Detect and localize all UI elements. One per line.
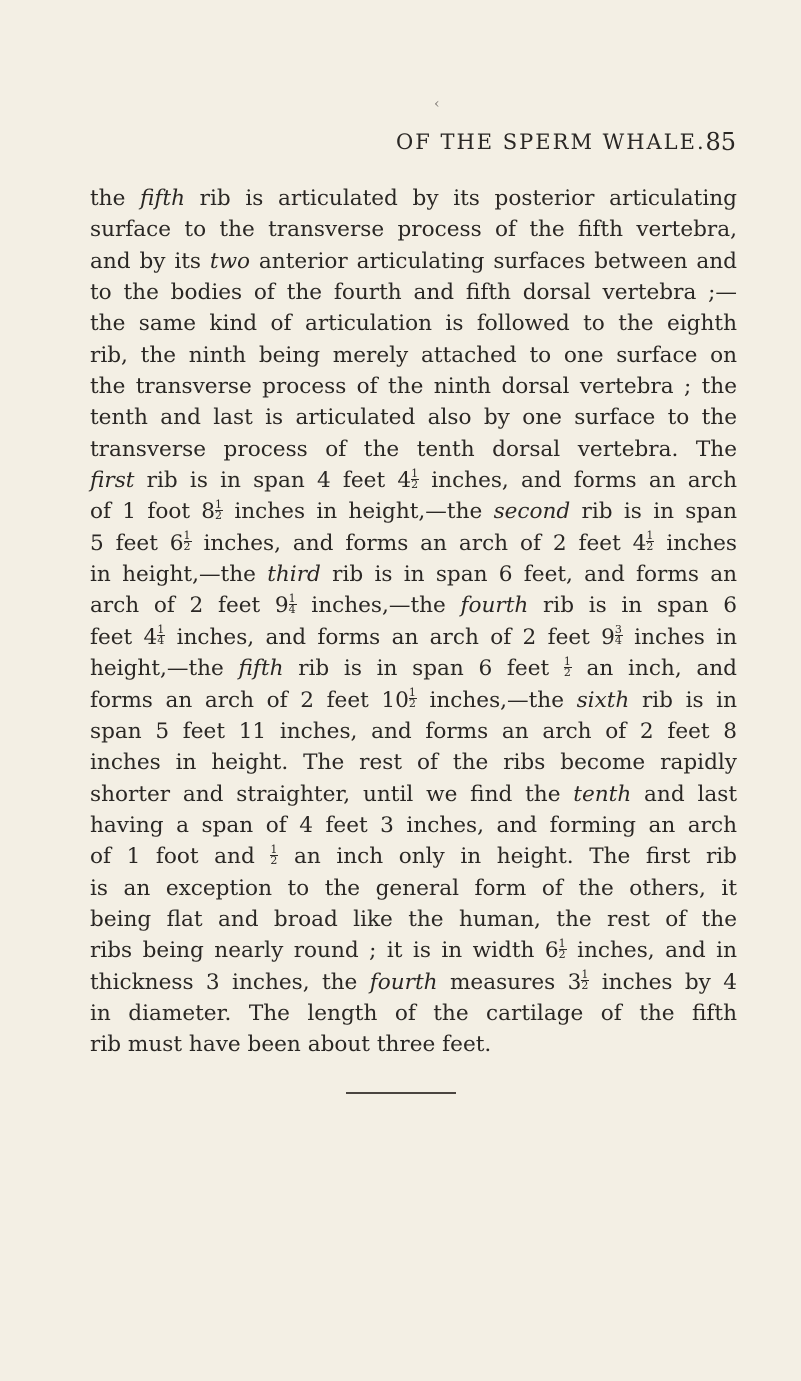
text-line: height,—the fifth rib is in span 6 feet $\frac{1}{2}$ an inch, and	[90, 654, 737, 682]
fraction-half: $\frac{1}{2}$	[411, 466, 419, 491]
fraction-three-quarters: $\frac{3}{4}$	[614, 623, 622, 648]
fraction-quarter: $\frac{1}{4}$	[288, 591, 296, 616]
text-line: having a span of 4 feet 3 inches, and forming an arch	[90, 812, 737, 838]
text-line: the fifth rib is articulated by its posterior articulating	[90, 186, 737, 211]
text-line: span 5 feet 11 inches, and forms an arch of 2 feet 8	[90, 718, 737, 744]
fraction-half: $\frac{1}{2}$	[646, 529, 654, 554]
text-line: first rib is in span 4 feet 4 $\frac{1}{2}$ inches, and forms an arch	[90, 466, 737, 494]
text-line: of 1 foot and $\frac{1}{2}$ an inch only in height. The first rib	[90, 842, 738, 870]
text-line: to the bodies of the fourth and fifth dorsal vertebra ;—	[90, 280, 737, 306]
text-line: feet 4 $\frac{1}{4}$ inches, and forms an arch of 2 feet 9 $\frac{3}{4}$ inches in	[90, 623, 737, 650]
fraction-half: $\frac{1}{2}$	[183, 529, 191, 554]
text-line: transverse process of the tenth dorsal vertebra. The	[90, 436, 737, 462]
running-head	[90, 128, 736, 168]
text-line: and by its two anterior articulating surfaces between and	[90, 248, 738, 274]
text-line: ribs being nearly round ; it is in width 6 $\frac{1}{2}$ inches, and in	[90, 936, 737, 964]
fraction-half: $\frac{1}{2}$	[270, 842, 278, 867]
fraction-half: $\frac{1}{2}$	[581, 968, 589, 993]
text-line: the same kind of articulation is followed to the eighth	[90, 311, 737, 337]
text-line: shorter and straighter, until we find the tenth and last	[90, 781, 737, 807]
running-title: OF THE SPERM WHALE.	[396, 130, 706, 154]
text-line: in diameter. The length of the cartilage of the fifth	[90, 1000, 737, 1026]
text-line: rib must have been about three feet.	[90, 1032, 492, 1058]
text-line: rib, the ninth being merely attached to one surface on	[90, 342, 737, 368]
text-line: forms an arch of 2 feet 10 $\frac{1}{2}$ inches,—the sixth rib is in	[90, 686, 737, 713]
text-line: the transverse process of the ninth dorsal vertebra ; the	[90, 374, 737, 400]
text-line: tenth and last is articulated also by one surface to the	[90, 405, 737, 431]
text-line: being flat and broad like the human, the rest of the	[90, 906, 737, 932]
text-line: thickness 3 inches, the fourth measures 3 $\frac{1}{2}$ inches by 4	[90, 968, 737, 995]
fraction-half: $\frac{1}{2}$	[558, 936, 566, 961]
fraction-quarter: $\frac{1}{4}$	[157, 623, 165, 648]
text-line: 5 feet 6 $\frac{1}{2}$ inches, and forms an arch of 2 feet 4 $\frac{1}{2}$ inches	[90, 529, 737, 556]
text-line: of 1 foot 8 $\frac{1}{2}$ inches in height,—the second rib is in span	[90, 497, 737, 525]
page-number: 85	[705, 128, 736, 156]
text-line: arch of 2 feet 9 $\frac{1}{4}$ inches,—the fourth rib is in span 6	[90, 591, 737, 619]
fraction-half: $\frac{1}{2}$	[563, 654, 571, 679]
text-line: inches in height. The rest of the ribs become rapidly	[90, 750, 737, 776]
text-line: is an exception to the general form of the others, it	[90, 875, 737, 901]
fraction-half: $\frac{1}{2}$	[215, 497, 223, 522]
fraction-half: $\frac{1}{2}$	[408, 686, 416, 710]
section-end-rule	[346, 1092, 456, 1094]
body-paragraph	[90, 183, 737, 1061]
text-line: surface to the transverse process of the fifth vertebra,	[90, 217, 737, 243]
text-line: in height,—the third rib is in span 6 feet, and forms an	[90, 562, 737, 588]
print-speck: ‹	[434, 96, 440, 112]
